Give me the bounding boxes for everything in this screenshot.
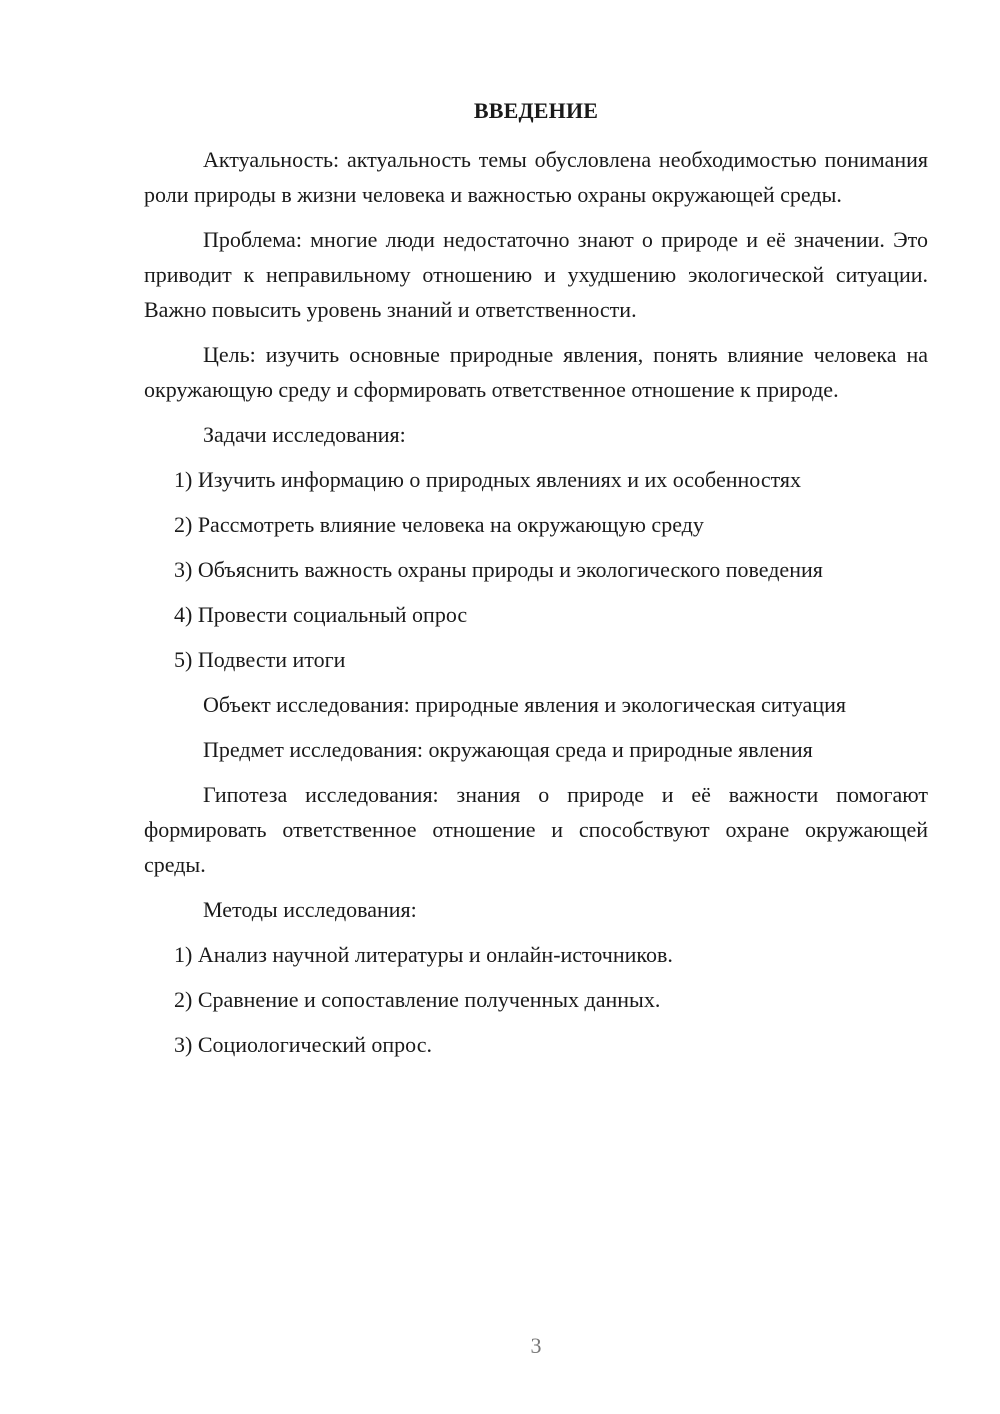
list-item: 2) Рассмотреть влияние человека на окружающую среду [174, 512, 704, 537]
section-heading: ВВЕДЕНИЕ [473, 98, 599, 123]
list-item: 5) Подвести итоги [174, 647, 346, 672]
tasks-list [144, 462, 928, 677]
problem-paragraph: Проблема: многие люди недостаточно знают о природе и её значении. Это приводит к неправильному отношению и ухудшению экологической ситуации. Важно повысить уровень знаний и ответственности. [144, 227, 928, 322]
goal-paragraph: Цель: изучить основные природные явления, понять влияние человека на окружающую среду и сформировать ответственное отношение к природе. [144, 342, 928, 402]
list-item: 2) Сравнение и сопоставление полученных данных. [174, 987, 661, 1012]
list-item: 1) Изучить информацию о природных явлениях и их особенностях [174, 467, 802, 492]
subject-paragraph: Предмет исследования: окружающая среда и природные явления [203, 737, 813, 762]
relevance-paragraph: Актуальность: актуальность темы обусловлена необходимостью понимания роли природы в жизни человека и важностью охраны окружающей среды. [144, 147, 928, 207]
page-content [144, 96, 928, 1072]
list-item: 3) Социологический опрос. [174, 1032, 432, 1057]
methods-list [144, 937, 928, 1062]
hypothesis-paragraph: Гипотеза исследования: знания о природе и её важности помогают формировать ответственное отношение и способствуют охране окружающей среды. [144, 782, 928, 877]
list-item: 3) Объяснить важность охраны природы и экологического поведения [174, 557, 823, 582]
object-paragraph: Объект исследования: природные явления и экологическая ситуация [203, 692, 846, 717]
list-item: 1) Анализ научной литературы и онлайн-источников. [174, 942, 673, 967]
page-number: 3 [530, 1333, 542, 1358]
methods-label: Методы исследования: [203, 897, 417, 922]
tasks-label: Задачи исследования: [203, 422, 406, 447]
list-item: 4) Провести социальный опрос [174, 602, 468, 627]
